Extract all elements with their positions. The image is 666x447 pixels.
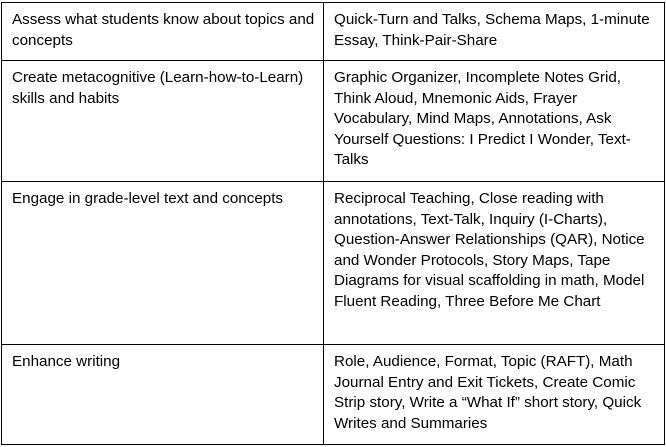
purpose-cell: Create metacognitive (Learn-how-to-Learn) skills and habits (2, 61, 324, 182)
table-row (2, 3, 665, 61)
strategy-table (1, 2, 665, 445)
strategies-cell: Graphic Organizer, Incomplete Notes Grid, Think Aloud, Mnemonic Aids, Frayer Vocabulary, Mind Maps, Annotations, Ask Yourself Questions: I Predict I Wonder, Text-Talks (324, 61, 665, 182)
purpose-cell: Engage in grade-level text and concepts (2, 182, 324, 345)
strategies-cell: Reciprocal Teaching, Close reading with annotations, Text-Talk, Inquiry (I-Charts), Question-Answer Relationships (QAR), Notice and Wonder Protocols, Story Maps, Tape Diagrams for visual scaffolding in math, Model Fluent Reading, Three Before Me Chart (324, 182, 665, 345)
table-row (2, 345, 665, 445)
purpose-cell: Enhance writing (2, 345, 324, 445)
strategies-cell: Role, Audience, Format, Topic (RAFT), Math Journal Entry and Exit Tickets, Create Comic Strip story, Write a “What If” short story, Quick Writes and Summaries (324, 345, 665, 445)
purpose-cell: Assess what students know about topics and concepts (2, 3, 324, 61)
table-row (2, 182, 665, 345)
table-row (2, 61, 665, 182)
strategies-cell: Quick-Turn and Talks, Schema Maps, 1-minute Essay, Think-Pair-Share (324, 3, 665, 61)
